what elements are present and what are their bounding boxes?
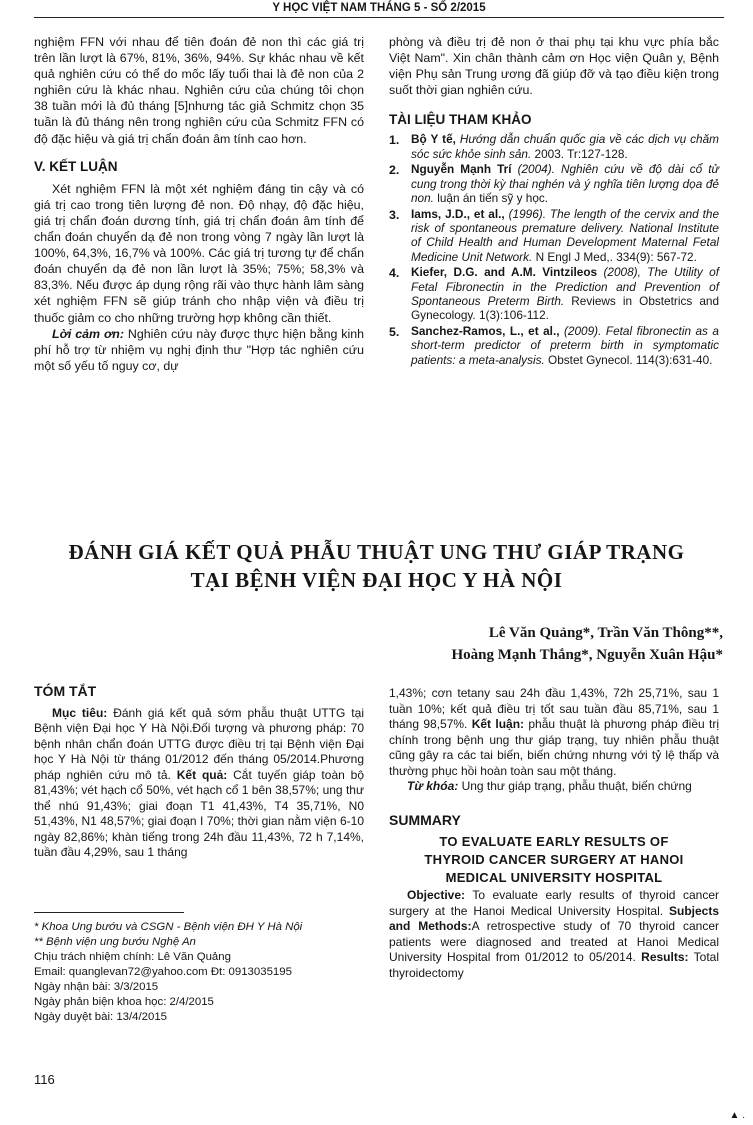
reference-author: Iams, J.D., et al., (411, 206, 505, 221)
reference-item (389, 132, 719, 161)
left-top-column (34, 34, 364, 374)
keywords-text: Ung thư giáp trạng, phẫu thuật, biến chứng (458, 779, 692, 793)
page-number: 116 (34, 1072, 55, 1087)
reference-source: Obstet Gynecol. 114(3):631-40. (544, 352, 713, 367)
corner-mark: ▲ . (729, 1110, 745, 1121)
reference-source: Reviews in Obstetrics and Gynecology. 1(3):106-112. (411, 293, 719, 323)
conclusion-label: Kết luận: (471, 717, 525, 731)
summary-objective-label: Objective: (407, 888, 466, 902)
reference-item (389, 162, 719, 205)
results-text: Cắt tuyến giáp toàn bộ 81,43%; vét hạch cổ 50%, vét hạch cổ 1 bên 38,57%; ung thư thể nhú 91,43%; giai đoạn T1 41,43%, T4 35,71%, N0 51,43%, N1 48,57%; giai đoạn I 70%; thời gian nằm viện 6-10 ngày 82,86%; khàn tiếng trong 24h đầu 11,43%, 72 h 7,14%, tuần đầu 4,29%, sau 1 tháng (34, 767, 364, 859)
reference-title: (2009). Fetal fibronectin as a short-term predictor of preterm birth in symptomatic patients: a meta-analysis. (411, 323, 719, 367)
authors-line-2: Hoàng Mạnh Thắng*, Nguyễn Xuân Hậu* (451, 647, 723, 663)
footnote-divider (34, 912, 184, 913)
summary-title-line-3: MEDICAL UNIVERSITY HOSPITAL (445, 870, 663, 885)
keywords (389, 779, 719, 795)
reference-number: 1. (389, 133, 400, 148)
reference-source: N Engl J Med,. 334(9): 567-72. (532, 249, 697, 264)
acknowledgement-continued: phòng và điều trị đẻ non ở thai phụ tại khu vực phía bắc Việt Nam". Xin chân thành cảm ơn Học viện Quân y, Bệnh viện Phụ sản Trung ương đã giúp đỡ và tạo điều kiện trong suốt thời gian nghiên cứu. (389, 35, 719, 98)
discussion-paragraph: nghiệm FFN với nhau để tiên đoán đẻ non thì các giá trị trên lần lượt là 67%, 81%, 36%, 94%. Sự khác nhau về kết quả nghiên cứu có thể do mốc lấy tuổi thai là đẻ non của 2 nghiên cứu là khác nhau. Nghiên cứu của chúng tôi chọn 38 tuần mới là đủ tháng [5]nhưng tác giả Schmitz chọn 35 tuần là đủ tháng nên trong nghiên cứu của Schmitz FFN có độ đặc hiệu và giá trị chẩn đoán âm tính cao hơn. (34, 35, 364, 146)
reference-number: 2. (389, 163, 400, 178)
reference-author: Kiefer, D.G. and A.M. Vintzileos (411, 265, 598, 280)
reference-item (389, 324, 719, 367)
references-title: TÀI LIỆU THAM KHẢO (389, 112, 532, 128)
objective-label: Mục tiêu: (52, 705, 108, 720)
reference-number: 3. (389, 207, 400, 222)
article-title-line-1: ĐÁNH GIÁ KẾT QUẢ PHẪU THUẬT UNG THƯ GIÁP TRẠNG (68, 540, 685, 564)
summary-title-line-1: TO EVALUATE EARLY RESULTS OF (439, 834, 669, 849)
acknowledgement-label: Lời cảm ơn: (52, 326, 124, 341)
footnotes (34, 920, 364, 1025)
right-top-column (389, 34, 719, 368)
reference-title: (2008), The Utility of Fetal Fibronectin in the Prediction and Prevention of Spontaneous Preterm Birth. (411, 265, 719, 308)
summary-heading: SUMMARY (389, 811, 461, 828)
date-reviewed: Ngày phản biện khoa học: 2/4/2015 (34, 996, 214, 1008)
summary-objective-text: To evaluate early results of thyroid cancer surgery at the Hanoi Medical University Hospital. (389, 888, 719, 918)
conclusion-paragraph: Xét nghiệm FFN là một xét nghiệm đáng tin cậy và có giá trị cao trong tiên lượng đẻ non. Độ nhạy, độ đặc hiệu, giá trị chẩn đoán dương tính, giá trị chẩn đoán âm tính để chẩn đoán chuyển dạ đẻ non trong vòng 7 ngày lần lượt là 100%, 64,3%, 16,7% và 100%. Các giá trị tương tự để chẩn đoán chuyển dạ đẻ non lần lượt là 35%; 75%; 58,3% và 83,3%. Nếu được áp dụng rộng rãi vào thực hành lâm sàng xét nghiệm FFN sẽ giúp tránh cho nhập viện và điều trị thuốc giảm co cho những trường hợp không cần thiết. (34, 181, 364, 325)
abstract-results-continued: 1,43%; cơn tetany sau 24h đầu 1,43%, 72h 25,71%, sau 1 tuần 10%; kết quả điều trị tốt sau tuần đầu 85,71%, sau 1 tháng 98,57%. (389, 686, 719, 731)
abstract-right-column (389, 686, 719, 981)
objective-text: Đánh giá kết quả sớm phẫu thuật UTTG tại Bệnh viện Đại học Y Hà Nội.Đối tượng và phương pháp: 70 bệnh nhân chẩn đoán UTTG được điều trị tại Bệnh viện Đại học Y Hà Nội từ tháng 01/2012 đến tháng 05/2014.Phương pháp nghiên cứu mô tả. (34, 705, 364, 782)
acknowledgement-text: Nghiên cứu này được thực hiện bằng kinh phí hỗ trợ từ nhiệm vụ nghị định thư "Hợp tác nghiên cứu một số yếu tố nguy cơ, dự (34, 326, 364, 373)
responsible-author: Chịu trách nhiệm chính: Lê Văn Quảng (34, 951, 231, 963)
conclusion-text: phẫu thuật là phương pháp điều trị chính trong bệnh ung thư giáp trạng, tuy nhiên phẫu thuật cũng gây ra các tai biến, biến chứng nhưng với tỷ lệ thấp và thường phục hồi hoàn toàn sau một tháng. (389, 717, 719, 778)
affiliation-2: ** Bệnh viện ung bướu Nghệ An (34, 936, 196, 948)
reference-title: (2004). Nghiên cứu về độ dài cổ tử cung trong thời kỳ thai nghén và ý nghĩa tiên lượng dọa đẻ non. (411, 162, 719, 206)
reference-author: Bộ Y tế, (411, 132, 456, 147)
reference-list (389, 132, 719, 367)
reference-author: Sanchez-Ramos, L., et al., (411, 323, 560, 338)
summary-results-text: Total thyroidectomy (389, 950, 719, 980)
reference-item (389, 265, 719, 323)
reference-title: Hướng dẫn chuẩn quốc gia về các dịch vụ chăm sóc sức khỏe sinh sản. (411, 132, 719, 161)
summary-methods-text: A retrospective study of 70 thyroid cancer patients were diagnosed and treated at Hanoi Medical University Hospital from 01/2012 to 05/2014. (389, 919, 719, 964)
reference-source: luận án tiến sỹ y học. (433, 191, 549, 206)
affiliation-1: * Khoa Ung bướu và CSGN - Bệnh viện ĐH Y Hà Nội (34, 921, 303, 933)
article-title (0, 538, 753, 594)
section-title-conclusion: V. KẾT LUẬN (34, 158, 118, 174)
article-title-line-2: TẠI BỆNH VIỆN ĐẠI HỌC Y HÀ NỘI (190, 568, 563, 592)
summary-methods-label: Subjects and Methods: (389, 903, 719, 933)
abstract-continued (389, 686, 719, 779)
contact-email: Email: quanglevan72@yahoo.com Đt: 0913035195 (34, 966, 292, 978)
abstract-body (34, 706, 364, 861)
keywords-label: Từ khóa: (407, 779, 459, 793)
reference-number: 5. (389, 324, 400, 339)
reference-number: 4. (389, 266, 400, 281)
acknowledgement (34, 326, 364, 374)
reference-item (389, 207, 719, 265)
article-authors (452, 622, 723, 666)
authors-line-1: Lê Văn Quảng*, Trần Văn Thông**, (488, 625, 723, 641)
journal-header: Y HỌC VIỆT NAM THÁNG 5 - SỐ 2/2015 (34, 2, 724, 18)
reference-title: (1996). The length of the cervix and the risk of spontaneous premature delivery. National Institute of Child Health and Human Development Maternal Fetal Medicine Unit Network. (411, 206, 720, 264)
abstract-heading: TÓM TẮT (34, 683, 97, 699)
reference-source: 2003. Tr:127-128. (531, 146, 628, 161)
abstract-left-column (34, 684, 364, 861)
summary-results-label: Results: (641, 950, 689, 964)
date-approved: Ngày duyệt bài: 13/4/2015 (34, 1011, 167, 1023)
reference-author: Nguyễn Mạnh Trí (411, 162, 512, 177)
results-label: Kết quả: (176, 767, 228, 782)
summary-body (389, 888, 719, 981)
date-received: Ngày nhận bài: 3/3/2015 (34, 981, 159, 993)
summary-title-line-2: THYROID CANCER SURGERY AT HANOI (424, 852, 684, 867)
